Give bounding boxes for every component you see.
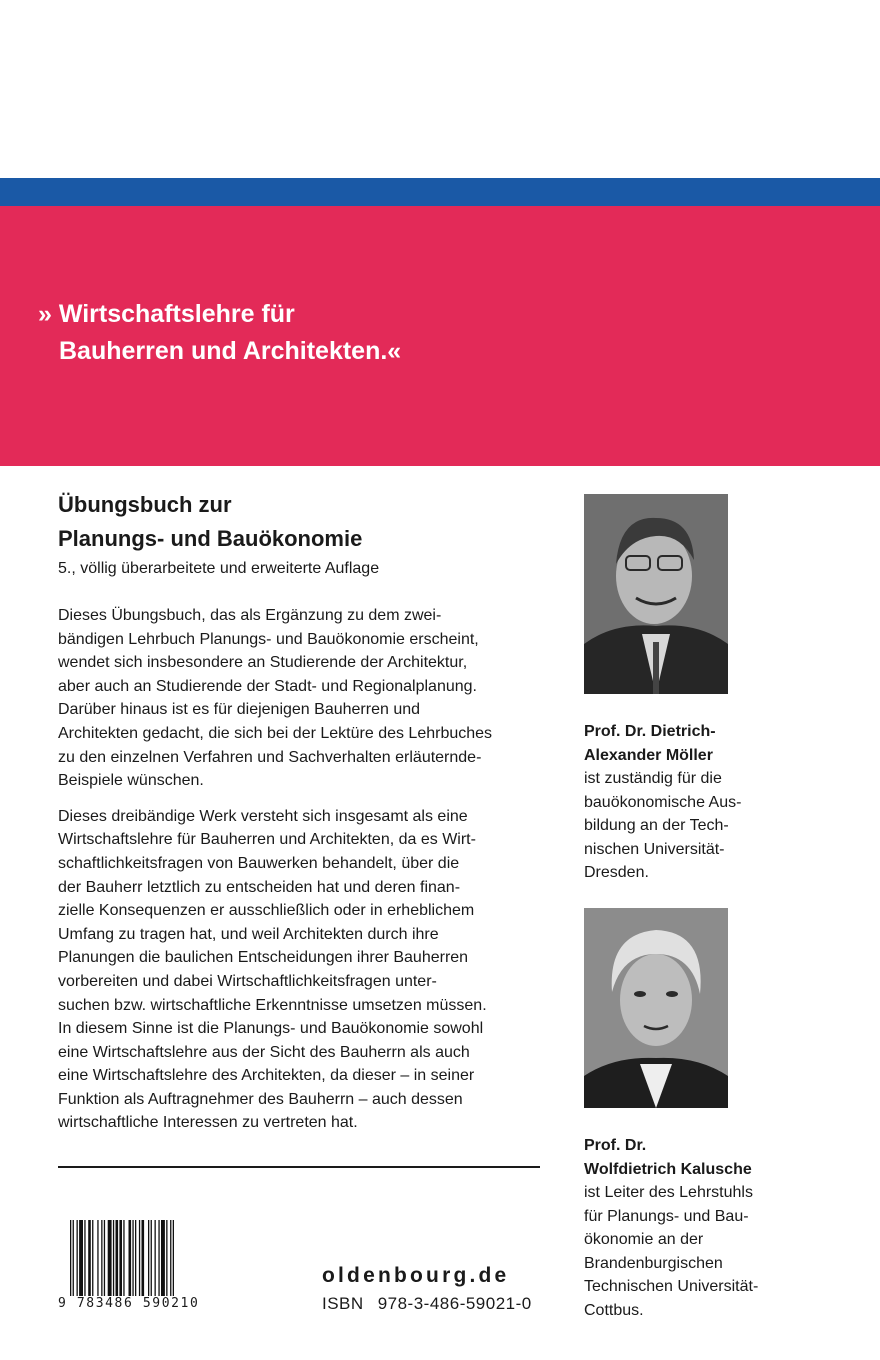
text-line: Architekten gedacht, die sich bei der Lektüre des Lehrbuches	[58, 724, 493, 742]
author-name-line-1: Prof. Dr. Dietrich-	[584, 723, 716, 740]
bio-line: ökonomie an der	[584, 1231, 704, 1248]
text-line: eine Wirtschaftslehre aus der Sicht des Bauherrn als auch	[58, 1043, 470, 1061]
text-line: suchen bzw. wirtschaftliche Erkenntnisse umsetzen müssen.	[58, 996, 487, 1014]
bio-line: ist Leiter des Lehrstuhls	[584, 1184, 753, 1201]
text-line: aber auch an Studierende der Stadt- und Regionalplanung.	[58, 677, 477, 695]
text-line: eine Wirtschaftslehre des Architekten, da dieser – in seiner	[58, 1067, 475, 1085]
tagline-line-2: Bauherren und Architekten.«	[59, 337, 402, 365]
text-line: Darüber hinaus ist es für diejenigen Bauherren und	[58, 701, 421, 719]
tagline-line-1: » Wirtschaftslehre für	[38, 300, 295, 328]
book-title-line-1: Übungsbuch zur	[58, 492, 232, 517]
bio-line: ist zuständig für die	[584, 770, 722, 787]
author-name-line-2: Wolfdietrich Kalusche	[584, 1160, 752, 1178]
divider-rule	[58, 1166, 540, 1168]
text-line: zu den einzelnen Verfahren und Sachverhalten erläuternde-	[58, 748, 482, 766]
text-line: wendet sich insbesondere an Studierende der Architektur,	[58, 654, 468, 672]
isbn-label: ISBN	[322, 1294, 364, 1313]
text-line: Dieses Übungsbuch, das als Ergänzung zu dem zwei-	[58, 607, 442, 624]
text-line: Beispiele wünschen.	[58, 772, 204, 790]
blue-band	[0, 178, 880, 206]
text-line: vorbereiten und dabei Wirtschaftlichkeitsfragen unter-	[58, 972, 437, 990]
author-photo-kalusche	[584, 908, 728, 1108]
author-name-line-1: Prof. Dr.	[584, 1137, 647, 1154]
text-line: bändigen Lehrbuch Planungs- und Bauökonomie erscheint,	[58, 630, 479, 648]
book-title-line-2: Planungs- und Bauökonomie	[58, 526, 363, 551]
text-line: wirtschaftliche Interessen zu vertreten hat.	[58, 1114, 358, 1132]
barcode-digits: 9 783486 590210	[58, 1296, 200, 1311]
text-line: der Bauherr letztlich zu entscheiden hat und deren finan-	[58, 878, 461, 896]
text-line: Planungen die baulichen Entscheidungen ihrer Bauherren	[58, 949, 469, 967]
bio-line: Technischen Universität-	[584, 1278, 759, 1295]
bio-line: nischen Universität-	[584, 840, 725, 858]
publisher-website: oldenbourg.de	[322, 1264, 510, 1287]
isbn-line	[322, 1294, 532, 1314]
isbn-number: 978-3-486-59021-0	[377, 1294, 532, 1313]
book-title	[58, 488, 548, 556]
text-line: Umfang zu tragen hat, und weil Architekten durch ihre	[58, 925, 439, 943]
bio-line: bauökonomische Aus-	[584, 793, 742, 811]
text-line: zielle Konsequenzen er ausschließlich oder in erheblichem	[58, 902, 475, 920]
author-info-moeller	[584, 720, 844, 885]
bio-line: für Planungs- und Bau-	[584, 1207, 749, 1225]
bio-line: bildung an der Tech-	[584, 817, 729, 834]
description-paragraph-2	[58, 805, 548, 1135]
text-line: schaftlichkeitsfragen von Bauwerken behandelt, über die	[58, 854, 460, 872]
description-paragraph-1	[58, 604, 548, 793]
main-text-column	[58, 488, 548, 1135]
author-info-kalusche	[584, 1134, 844, 1322]
tagline	[38, 296, 401, 370]
author-photo-moeller	[584, 494, 728, 694]
bio-line: Dresden.	[584, 864, 649, 881]
text-line: Funktion als Auftragnehmer des Bauherrn – auch dessen	[58, 1090, 463, 1108]
author-bio	[584, 767, 844, 885]
edition-note: 5., völlig überarbeitete und erweiterte Auflage	[58, 560, 380, 577]
author-name-line-2: Alexander Möller	[584, 746, 713, 764]
text-line: Wirtschaftslehre für Bauherren und Architekten, da es Wirt-	[58, 831, 476, 849]
bio-line: Cottbus.	[584, 1301, 644, 1319]
text-line: Dieses dreibändige Werk versteht sich insgesamt als eine	[58, 807, 468, 825]
bio-line: Brandenburgischen	[584, 1254, 723, 1272]
author-bio	[584, 1181, 844, 1322]
text-line: In diesem Sinne ist die Planungs- und Bauökonomie sowohl	[58, 1020, 484, 1038]
